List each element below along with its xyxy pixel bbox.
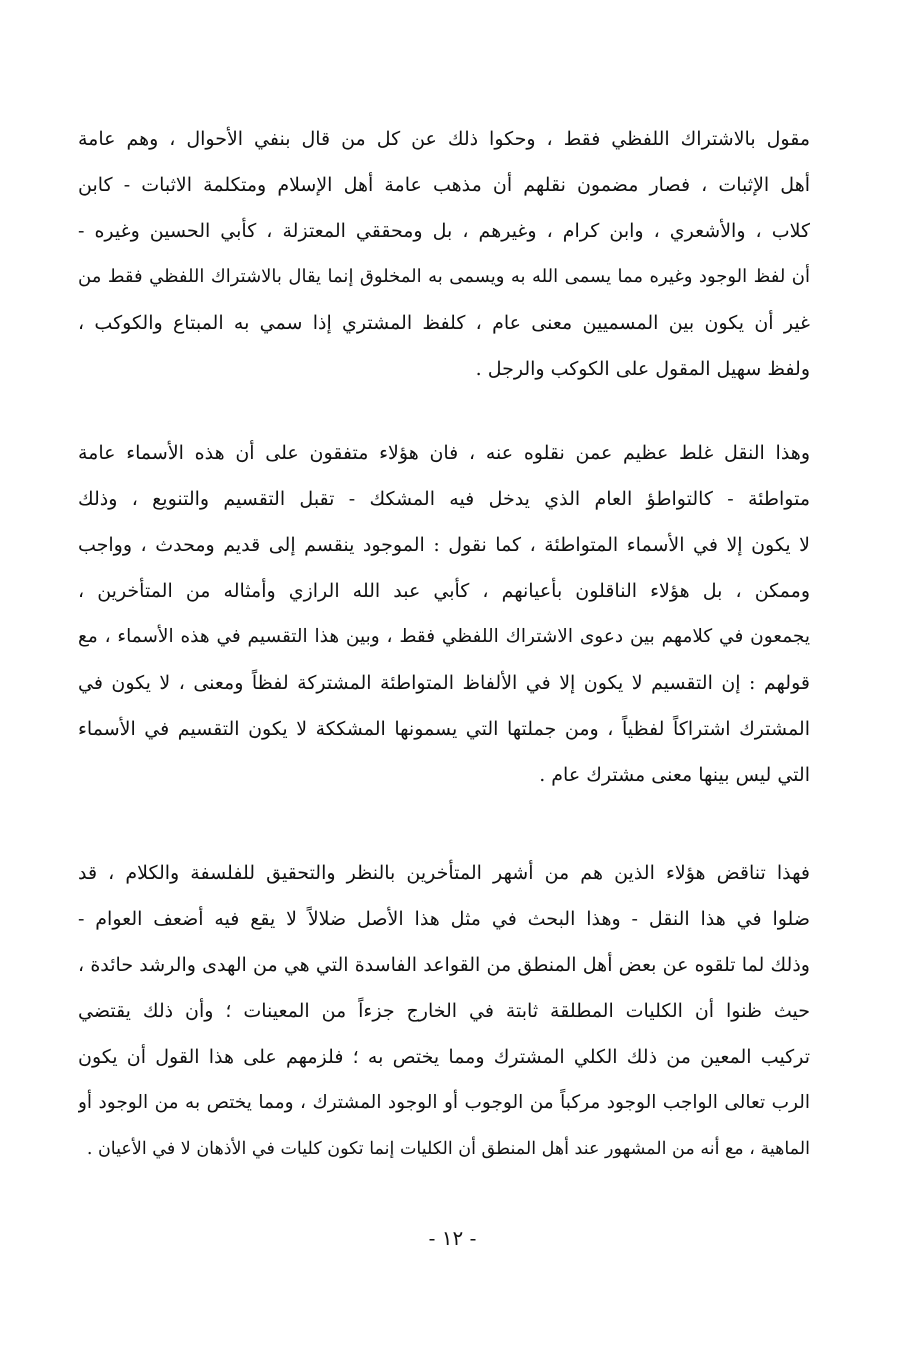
text-line: غير أن يكون بين المسميين معنى عام ، كلفظ المشتري إذا سمي به المبتاع والكوكب ، (78, 312, 810, 334)
text-line: متواطئة - كالتواطؤ العام الذي يدخل فيه المشكك - تقبل التقسيم والتنويع ، وذلك (78, 488, 810, 510)
text-line: الرب تعالى الواجب الوجود مركباً من الوجوب أو الوجود المشترك ، ومما يختص به من الوجود أو (78, 1092, 810, 1113)
text-line: أن لفظ الوجود وغيره مما يسمى الله به ويسمى به المخلوق إنما يقال بالاشتراك اللفظي فقط من (78, 266, 810, 287)
text-line: ضلوا في هذا النقل - وهذا البحث في مثل هذا الأصل ضلالاً لا يقع فيه أضعف العوام - (78, 908, 810, 930)
paragraph-2 (78, 430, 810, 798)
text-line: وممكن ، بل هؤلاء الناقلون بأعيانهم ، كأبي عبد الله الرازي وأمثاله من المتأخرين ، (78, 580, 810, 602)
text-line: فهذا تناقض هؤلاء الذين هم من أشهر المتأخرين بالنظر والتحقيق للفلسفة والكلام ، قد (78, 862, 810, 884)
text-line: يجمعون في كلامهم بين دعوى الاشتراك اللفظي فقط ، وبين هذا التقسيم في هذه الأسماء ، مع (78, 626, 810, 647)
paragraph-3 (78, 850, 810, 1172)
text-line: قولهم : إن التقسيم لا يكون إلا في الألفاظ المتواطئة المشتركة لفظاً ومعنى ، لا يكون في (78, 672, 810, 694)
paragraph-1 (78, 116, 810, 392)
text-line: وذلك لما تلقوه عن بعض أهل المنطق من القواعد الفاسدة التي هي من الهدى والرشد حائدة ، (78, 954, 810, 976)
text-line: لا يكون إلا في الأسماء المتواطئة ، كما نقول : الموجود ينقسم إلى قديم ومحدث ، وواجب (78, 534, 810, 556)
text-line: التي ليس بينها معنى مشترك عام . (539, 764, 810, 786)
text-line: تركيب المعين من ذلك الكلي المشترك ومما يختص به ؛ فلزمهم على هذا القول أن يكون (78, 1046, 810, 1068)
text-line: المشترك اشتراكاً لفظياً ، ومن جملتها التي يسمونها المشككة لا يكون التقسيم في الأسماء (78, 718, 810, 740)
page-number: - ١٢ - (428, 1226, 477, 1250)
text-line: ولفظ سهيل المقول على الكوكب والرجل . (475, 358, 810, 380)
text-line: وهذا النقل غلط عظيم عمن نقلوه عنه ، فان هؤلاء متفقون على أن هذه الأسماء عامة (78, 442, 810, 464)
text-line: كلاب ، والأشعري ، وابن كرام ، وغيرهم ، بل ومحققي المعتزلة ، كأبي الحسين وغيره - (78, 220, 810, 242)
text-line: حيث ظنوا أن الكليات المطلقة ثابتة في الخارج جزءاً من المعينات ؛ وأن ذلك يقتضي (78, 1000, 810, 1022)
text-line: مقول بالاشتراك اللفظي فقط ، وحكوا ذلك عن كل من قال بنفي الأحوال ، وهم عامة (78, 128, 810, 150)
text-line: الماهية ، مع أنه من المشهور عند أهل المنطق أن الكليات إنما تكون كليات في الأذهان لا في الأعيان . (86, 1139, 810, 1159)
text-line: أهل الإثبات ، فصار مضمون نقلهم أن مذهب عامة أهل الإسلام ومتكلمة الاثبات - كابن (78, 174, 810, 196)
